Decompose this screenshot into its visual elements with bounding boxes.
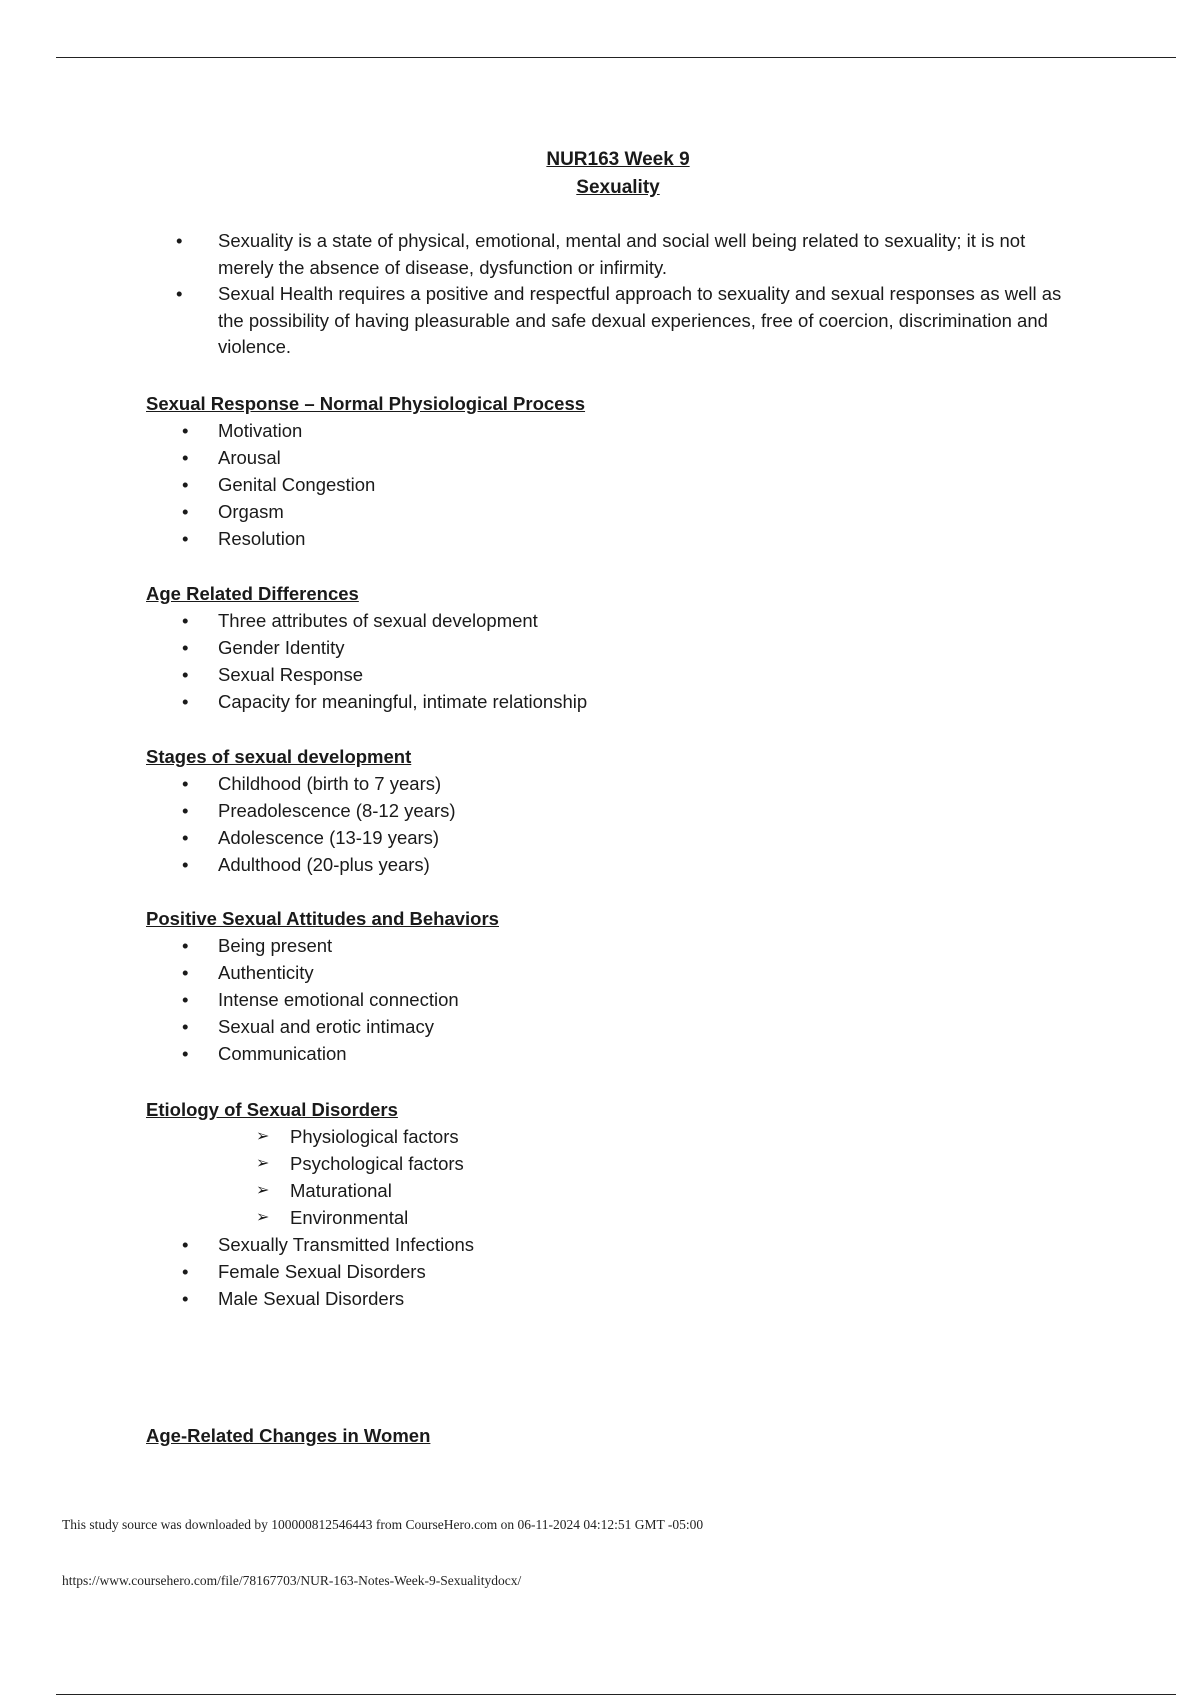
list-item: • Resolution <box>146 525 585 552</box>
page-title: NUR163 Week 9 <box>546 149 690 170</box>
section-age-related-differences <box>146 580 587 715</box>
bullet-icon: • <box>182 827 189 848</box>
bullet-icon: • <box>182 962 189 983</box>
list-item: • Adulthood (20-plus years) <box>146 851 456 878</box>
list-item: • Being present <box>146 932 499 959</box>
list-item: • Three attributes of sexual development <box>146 607 587 634</box>
list-item: • Sexuality is a state of physical, emotional, mental and social well being related to sexuality; it is not merely the absence of disease, dysfunction or infirmity. <box>176 230 1026 278</box>
bullet-icon: • <box>182 637 189 658</box>
list-item: • Sexual and erotic intimacy <box>146 1013 499 1040</box>
list-item: ➢ Psychological factors <box>146 1150 474 1177</box>
section-heading: Stages of sexual development <box>146 746 412 767</box>
bullet-icon: • <box>182 528 189 549</box>
bullet-list <box>146 932 499 1067</box>
top-rule <box>56 57 1176 58</box>
section-heading: Positive Sexual Attitudes and Behaviors <box>146 908 499 929</box>
bullet-icon: • <box>182 1043 189 1064</box>
bullet-icon: • <box>182 664 189 685</box>
list-item: • Sexual Health requires a positive and respectful approach to sexuality and sexual responses as well as the possibility of having pleasurable and safe dexual experiences, free of coercion, discrimination and violence. <box>176 283 1062 357</box>
bullet-list <box>146 1231 474 1312</box>
section-sexual-response <box>146 390 585 552</box>
source-url[interactable]: https://www.coursehero.com/file/78167703/NUR-163-Notes-Week-9-Sexualitydocx/ <box>62 1573 522 1588</box>
bullet-icon: • <box>182 773 189 794</box>
list-item: • Sexual Response <box>146 661 587 688</box>
list-item: ➢ Environmental <box>146 1204 474 1231</box>
list-item: • Childhood (birth to 7 years) <box>146 770 456 797</box>
section-heading: Etiology of Sexual Disorders <box>146 1099 398 1120</box>
list-item: • Gender Identity <box>146 634 587 661</box>
list-item: • Orgasm <box>146 498 585 525</box>
bullet-icon: • <box>182 1234 189 1255</box>
intro-bullets <box>176 228 1076 361</box>
list-item: ➢ Maturational <box>146 1177 474 1204</box>
list-item: • Capacity for meaningful, intimate relationship <box>146 688 587 715</box>
bullet-icon: • <box>182 935 189 956</box>
list-item: • Male Sexual Disorders <box>146 1285 474 1312</box>
bullet-icon: • <box>176 283 183 304</box>
list-item: • Genital Congestion <box>146 471 585 498</box>
section-heading: Age-Related Changes in Women <box>146 1425 431 1446</box>
bullet-icon: • <box>176 230 183 251</box>
section-positive-attitudes <box>146 905 499 1067</box>
bullet-icon: • <box>182 474 189 495</box>
section-heading: Sexual Response – Normal Physiological Process <box>146 393 586 414</box>
bullet-icon: • <box>182 1288 189 1309</box>
download-note: This study source was downloaded by 100000812546443 from CourseHero.com on 06-11-2024 04:12:51 GMT -05:00 <box>62 1517 704 1532</box>
bullet-list <box>146 607 587 715</box>
list-item: ➢ Physiological factors <box>146 1123 474 1150</box>
section-stages <box>146 743 456 878</box>
page-subtitle: Sexuality <box>576 177 660 198</box>
list-item: • Arousal <box>146 444 585 471</box>
bullet-icon: • <box>182 610 189 631</box>
list-item: • Intense emotional connection <box>146 986 499 1013</box>
section-women-changes <box>146 1422 430 1449</box>
bullet-icon: • <box>182 800 189 821</box>
bullet-icon: • <box>182 420 189 441</box>
list-item: • Adolescence (13-19 years) <box>146 824 456 851</box>
arrow-bullet-icon: ➢ <box>256 1155 270 1172</box>
bullet-icon: • <box>182 854 189 875</box>
list-item: • Communication <box>146 1040 499 1067</box>
bullet-icon: • <box>182 501 189 522</box>
section-etiology <box>146 1096 474 1312</box>
bullet-icon: • <box>182 447 189 468</box>
arrow-bullet-icon: ➢ <box>256 1182 270 1199</box>
bullet-icon: • <box>182 989 189 1010</box>
arrow-bullet-icon: ➢ <box>256 1128 270 1145</box>
bullet-list <box>146 770 456 878</box>
arrow-bullet-icon: ➢ <box>256 1209 270 1226</box>
bullet-icon: • <box>182 691 189 712</box>
bullet-list <box>146 417 585 552</box>
section-heading: Age Related Differences <box>146 583 359 604</box>
list-item: • Sexually Transmitted Infections <box>146 1231 474 1258</box>
bottom-rule <box>56 1694 1176 1695</box>
bullet-icon: • <box>182 1016 189 1037</box>
list-item: • Female Sexual Disorders <box>146 1258 474 1285</box>
arrow-list <box>146 1123 474 1231</box>
list-item: • Preadolescence (8-12 years) <box>146 797 456 824</box>
list-item: • Authenticity <box>146 959 499 986</box>
title-block <box>0 146 1200 202</box>
bullet-icon: • <box>182 1261 189 1282</box>
list-item: • Motivation <box>146 417 585 444</box>
